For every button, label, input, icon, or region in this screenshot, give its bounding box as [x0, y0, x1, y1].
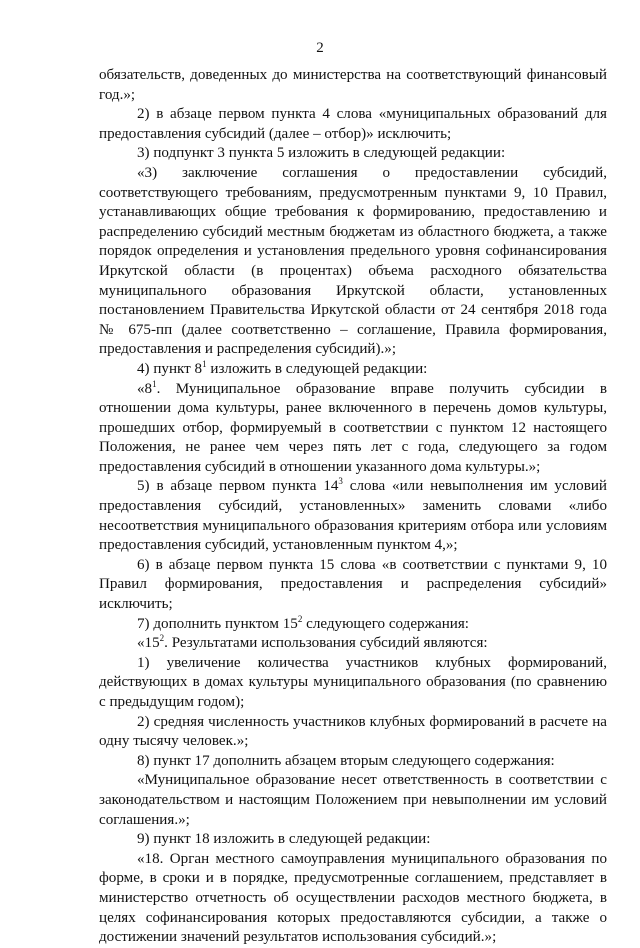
text-run: «15 — [137, 635, 160, 652]
text-run: 5) в абзаце первом пункта 14 — [137, 478, 339, 495]
superscript: 1 — [202, 358, 207, 369]
paragraph-result-2: 2) средняя численность участников клубных формирований в расчете на одну тысячу человек.»; — [99, 713, 607, 750]
superscript: 2 — [159, 633, 165, 644]
text-run: «8 — [137, 380, 153, 397]
paragraph-result-1: 1) увеличение количества участников клубных формирований, действующих в домах культуры муниципального образования (по сравнению с предыдущим годом); — [99, 654, 607, 710]
text-run: слова «или невыполнения им условий предоставления субсидий, установленных» заменить словами «либо несоответствия муниципального образования критериям отбора или условиям предоставления субсидий, установленным пунктом 4,»; — [99, 478, 608, 554]
text-run: 7) дополнить пунктом 15 — [137, 615, 298, 632]
paragraph-item-8-1-text — [99, 380, 607, 478]
paragraph-item-7 — [99, 615, 607, 635]
paragraph-item-4 — [99, 360, 607, 380]
paragraph-item-2: 2) в абзаце первом пункта 4 слова «муниципальных образований для предоставления субсидий (далее – отбор)» исключить; — [99, 106, 607, 142]
paragraph-continuation: обязательств, доведенных до министерства на соответствующий финансовый год.»; — [99, 67, 607, 103]
paragraph-item-17-text: «Муниципальное образование несет ответственность в соответствии с законодательством и настоящим Положением при невыполнении им условий соглашения.»; — [99, 772, 607, 828]
paragraph-item-18-text: «18. Орган местного самоуправления муниципального образования по форме, в сроки и в порядке, предусмотренные соглашением, представляет в министерство отчетность об осуществлении расходов местного бюджета, в целях софинансирования которых предоставляются субсидии, а также о достижении значений результатов использования субсидий.»; — [99, 850, 607, 946]
superscript: 3 — [338, 476, 343, 487]
text-run: изложить в следующей редакции: — [206, 360, 428, 377]
paragraph-item-8: 8) пункт 17 дополнить абзацем вторым следующего содержания: — [137, 752, 555, 769]
paragraph-item-9: 9) пункт 18 изложить в следующей редакции: — [137, 831, 431, 848]
superscript: 1 — [152, 378, 157, 389]
paragraph-item-15-2-text — [99, 634, 607, 654]
superscript: 2 — [297, 613, 303, 624]
paragraph-item-3: 3) подпункт 3 пункта 5 изложить в следующей редакции: — [137, 145, 506, 162]
page-number: 2 — [316, 40, 324, 56]
text-run: . Муниципальное образование вправе получить субсидии в отношении дома культуры, ранее включенного в перечень домов культуры, прошедших отбор, формируемый в соответствии с пунктом 12 настоящего Положения, не ранее чем через пять лет с года, следующего за годом предоставления субсидий в отношении указанного дома культуры.»; — [99, 380, 607, 475]
text-run: следующего содержания: — [302, 615, 469, 632]
paragraph-subitem-3-text: «3) заключение соглашения о предоставлении субсидий, соответствующего требованиям, предусмотренным пунктами 9, 10 Правил, устанавливающих общие требования к формированию, предоставлению и распределению субсидий местным бюджетам из областного бюджета, а также порядок определения и установления предельного уровня софинансирования Иркутской области (в процентах) объема расходного обязательства муниципального образования Иркутской области, установленных постановлением Правительства Иркутской области от 24 сентября 2018 года № 675-пп (далее соответственно – соглашение, Правила формирования, предоставления и распределения субсидий).»; — [99, 164, 607, 358]
text-run: . Результатами использования субсидий являются: — [164, 635, 488, 652]
paragraph-item-5 — [99, 477, 607, 555]
document-body — [99, 66, 607, 948]
paragraph-item-6: 6) в абзаце первом пункта 15 слова «в соответствии с пунктами 9, 10 Правил формирования, предоставления и распределения субсидий» исключить; — [99, 556, 607, 613]
text-run: 4) пункт 8 — [137, 360, 203, 377]
